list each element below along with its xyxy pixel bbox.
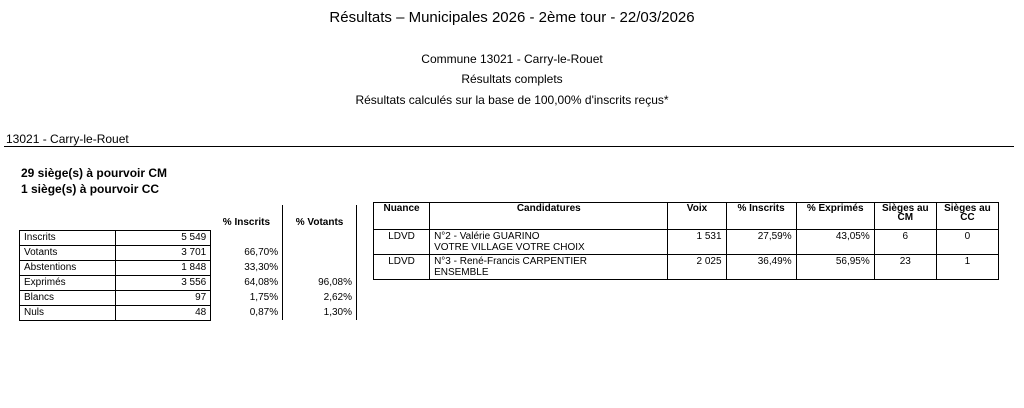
candidate-sieges-cc: 1 [936,255,998,280]
seats-cm: 29 siège(s) à pourvoir CM [21,166,168,180]
stat-label: Blancs [20,290,116,305]
stat-pct-votants: 2,62% [283,290,357,305]
stat-row [20,245,357,260]
candidate-nuance: LDVD [374,255,430,280]
header-pct-exprimes: % Exprimés [796,203,874,230]
stat-value: 5 549 [115,230,211,245]
candidate-list-name: ENSEMBLE [434,267,489,278]
stat-pct-inscrits: 1,75% [211,290,283,305]
stat-row [20,290,357,305]
completeness-note: Résultats complets [461,72,563,86]
stat-row [20,305,357,320]
candidate-row [374,255,999,280]
candidate-voix: 1 531 [668,230,726,255]
stat-row [20,275,357,290]
candidate-sieges-cm: 23 [874,255,936,280]
header-voix: Voix [668,203,726,230]
stat-label: Votants [20,245,116,260]
stat-value: 3 701 [115,245,211,260]
stat-pct-votants: 96,08% [283,275,357,290]
candidate-name: N°3 - René-Francis CARPENTIER [434,256,587,267]
basis-note: Résultats calculés sur la base de 100,00% d'inscrits reçus* [355,93,669,107]
candidate-voix: 2 025 [668,255,726,280]
candidate-nuance: LDVD [374,230,430,255]
stat-pct-votants: 1,30% [283,305,357,320]
candidate-sieges-cm: 6 [874,230,936,255]
stat-pct-votants [283,230,357,245]
commune-heading: Commune 13021 - Carry-le-Rouet [421,52,603,66]
stat-value: 48 [115,305,211,320]
header-pct-inscrits: % Inscrits [726,203,796,230]
candidate-sieges-cc: 0 [936,230,998,255]
stat-pct-votants [283,260,357,275]
header-pct-inscrits: % Inscrits [211,205,283,230]
stat-label: Inscrits [20,230,116,245]
candidates-table [373,202,999,280]
stat-label: Exprimés [20,275,116,290]
stat-pct-votants [283,245,357,260]
stat-value: 1 848 [115,260,211,275]
stat-label: Nuls [20,305,116,320]
header-sieges-cc: Sièges au CC [936,203,998,230]
stat-value: 97 [115,290,211,305]
stat-pct-inscrits: 33,30% [211,260,283,275]
page-title: Résultats – Municipales 2026 - 2ème tour - 22/03/2026 [329,9,695,26]
stat-pct-inscrits: 0,87% [211,305,283,320]
candidate-pct-exprimes: 43,05% [796,230,874,255]
candidate-pct-exprimes: 56,95% [796,255,874,280]
stat-value: 3 556 [115,275,211,290]
stat-pct-inscrits [211,230,283,245]
candidate-cell [430,230,668,255]
seats-cc: 1 siège(s) à pourvoir CC [21,182,160,196]
header-nuance: Nuance [374,203,430,230]
candidate-pct-inscrits: 27,59% [726,230,796,255]
candidate-cell [430,255,668,280]
stat-label: Abstentions [20,260,116,275]
header-candidatures: Candidatures [430,203,668,230]
candidate-list-name: VOTRE VILLAGE VOTRE CHOIX [434,242,585,253]
header-sieges-cm: Sièges au CM [874,203,936,230]
section-divider [4,146,1014,147]
stat-row [20,260,357,275]
header-pct-votants: % Votants [283,205,357,230]
stat-pct-inscrits: 66,70% [211,245,283,260]
turnout-table [19,205,357,321]
stat-pct-inscrits: 64,08% [211,275,283,290]
candidate-name: N°2 - Valérie GUARINO [434,231,540,242]
candidate-row [374,230,999,255]
stat-row [20,230,357,245]
candidate-pct-inscrits: 36,49% [726,255,796,280]
commune-label: 13021 - Carry-le-Rouet [6,132,129,146]
